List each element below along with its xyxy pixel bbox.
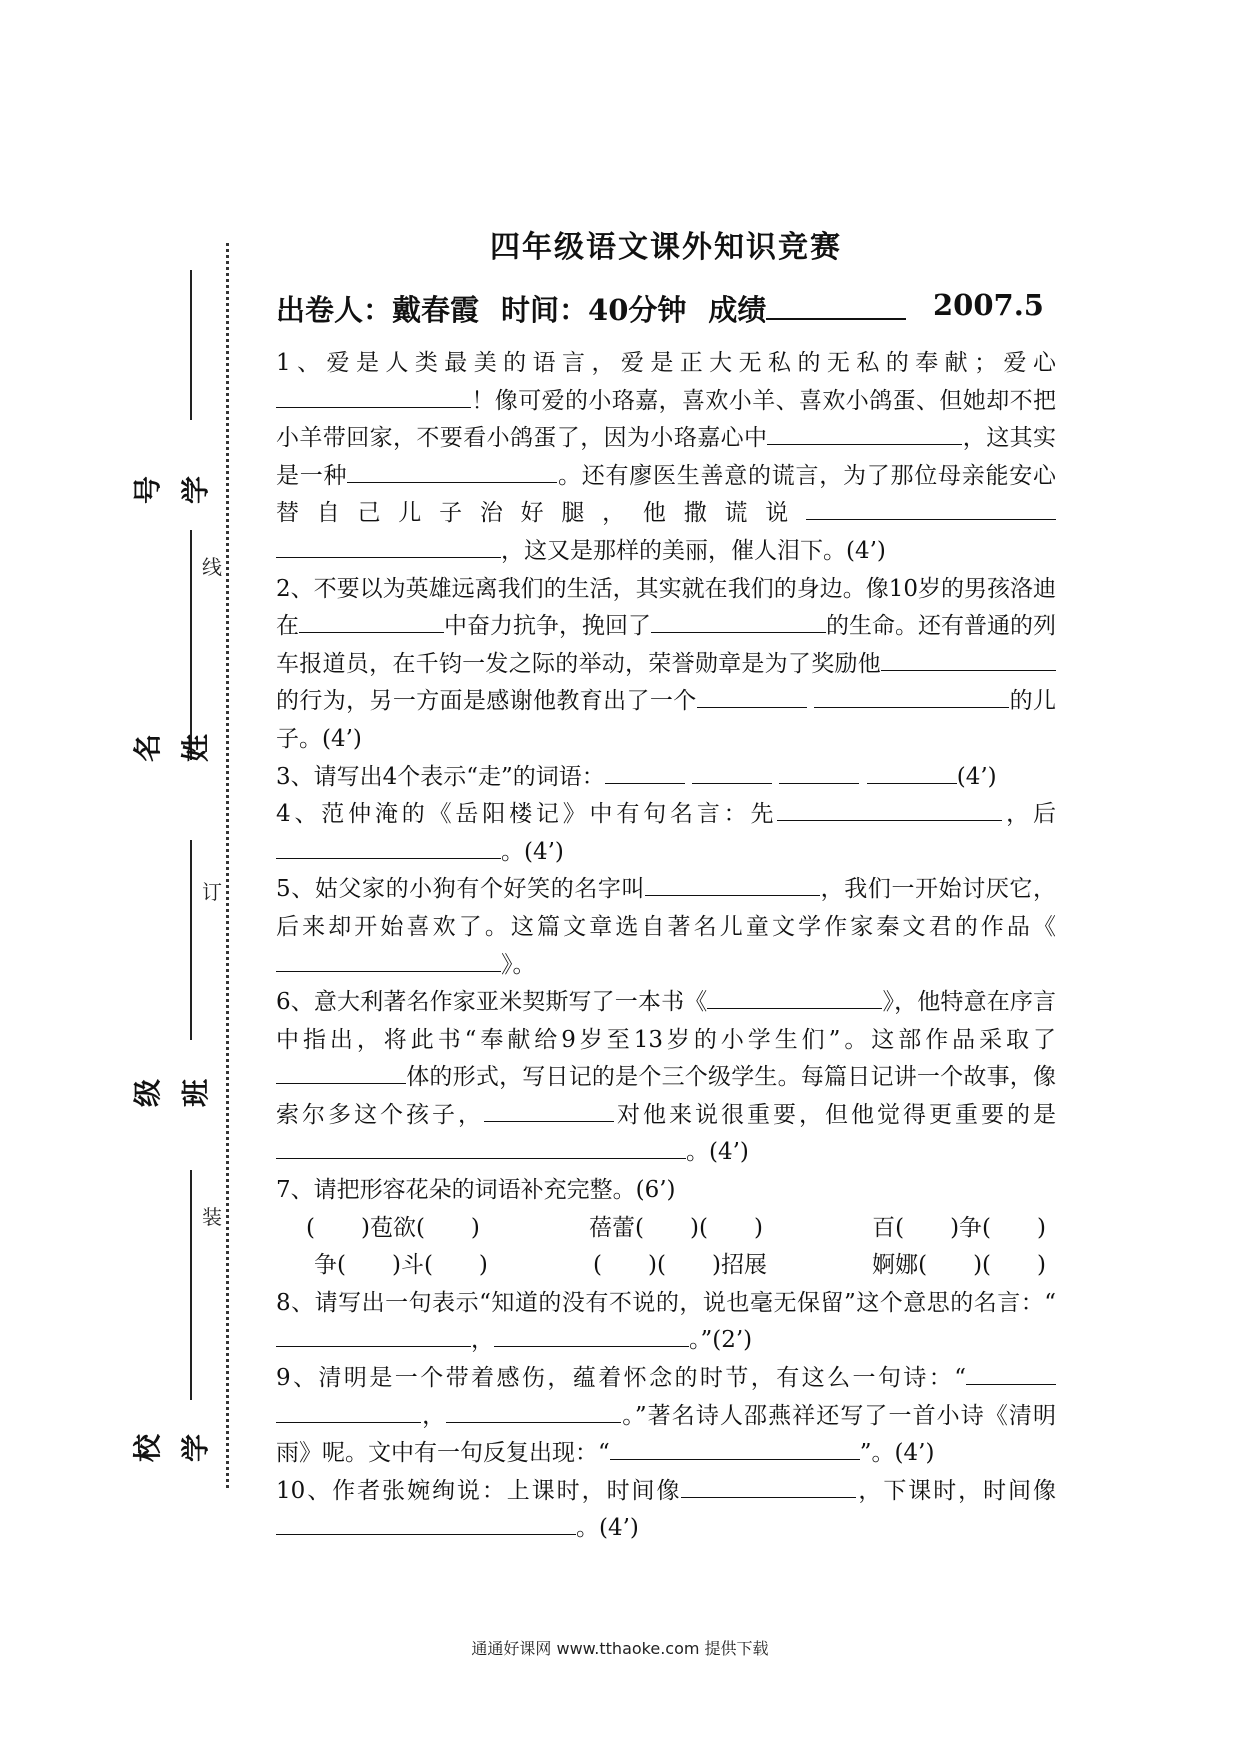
q9-blank-1b[interactable] [276,1404,421,1423]
name-field[interactable] [131,700,212,820]
q1-blank-2[interactable] [767,426,962,445]
question-6: 6、意大利著名作家亚米契斯写了一本书《 》，他特意在序言中指出，将此书“奉献给9岁至13岁的小学生们”。这部作品采取了体的形式，写日记的是个三个级学生。每篇日记讲一个故事，像索尔多这个孩子， 对他来说很重要，但他觉得更重要的是。(4’) [276,989,1057,1166]
question-1: 1、爱是人类最美的语言，爱是正大无私的无私的奉献；爱心 ！像可爱的小珞嘉，喜欢小羊、喜欢小鸽蛋、但她却不把小羊带回家，不要看小鸽蛋了，因为小珞嘉心中 ，这其实是一种 。还有廖医生善意的谎言，为了那位母亲能安心替自己儿子治好腿，他撒谎说 ，这又是那样的美丽，催人泪下。(4’) [276,350,1057,564]
student-id-field[interactable] [131,270,212,570]
q2-blank-2[interactable] [651,614,826,633]
student-id-label: 号 学 [131,476,212,505]
exam-date: 2007.5 [933,288,1044,322]
q6-blank-1[interactable] [707,990,882,1009]
q7-idiom-2[interactable]: 蓓蕾( )( ) [589,1214,763,1241]
q7-idiom-1[interactable]: ( )苞欲( ) [306,1214,480,1241]
question-7: 7、请把形容花朵的词语补充完整。(6’) [276,1177,676,1204]
name-field-line [160,840,200,1040]
exam-author: 出卷人：戴春霞 [276,293,480,327]
q3-blank-3[interactable] [779,765,859,784]
class-field-line [160,1170,200,1400]
q3-blank-1[interactable] [605,765,685,784]
page-footer: 通通好课网 www.tthaoke.com 提供下载 [471,1639,769,1658]
q7-idiom-5[interactable]: ( )( )招展 [593,1252,767,1279]
binding-mark-xian: 线 [202,555,222,579]
binding-mark-zhuang: 装 [202,1205,222,1229]
q1-blank-3[interactable] [347,464,557,483]
q6-blank-3[interactable] [484,1103,614,1122]
binding-mark-ding: 订 [202,880,222,904]
exam-time: 时间：40分钟 [501,293,687,327]
q8-blank-1[interactable] [276,1328,471,1347]
binding-dotted-line [226,243,229,1488]
q7-idiom-row-2 [276,1247,1056,1285]
q6-blank-4[interactable] [276,1140,686,1159]
question-3: 3、请写出4个表示“走”的词语： (4’) [276,763,997,790]
q9-blank-3[interactable] [610,1441,860,1460]
question-4: 4、范仲淹的《岳阳楼记》中有句名言：先 ，后 。(4’) [276,801,1056,865]
q2-blank-1[interactable] [299,614,444,633]
q7-idiom-6[interactable]: 婀娜( )( ) [872,1252,1046,1279]
q9-blank-1a[interactable] [966,1366,1056,1385]
q6-blank-2[interactable] [276,1065,406,1084]
name-label: 名 姓 [131,734,212,763]
question-8: 8、请写出一句表示“知道的没有不说的，说也毫无保留”这个意思的名言：“， 。”(2’) [276,1289,1056,1354]
questions [276,345,1056,1548]
q10-blank-2[interactable] [276,1516,576,1535]
school-field[interactable] [131,1400,212,1510]
q2-blank-4a[interactable] [697,689,807,708]
question-9: 9、清明是一个带着感伤，蕴着怀念的时节，有这么一句诗：“ ， 。”著名诗人邵燕祥还写了一首小诗《清明雨》呢。文中有一句反复出现：“ ”。(4’) [276,1365,1056,1467]
score-label: 成绩 [708,293,767,327]
binding-strip [0,0,260,1754]
q2-blank-3[interactable] [881,652,1056,671]
q7-idiom-3[interactable]: 百( )争( ) [872,1214,1046,1241]
q4-blank-2[interactable] [276,840,501,859]
q7-idiom-4[interactable]: 争( )斗( ) [314,1252,488,1279]
class-field[interactable] [131,1045,212,1155]
q10-blank-1[interactable] [681,1479,856,1498]
q5-blank-1[interactable] [645,877,820,896]
q3-blank-4[interactable] [867,765,957,784]
question-5: 5、姑父家的小狗有个好笑的名字叫 ，我们一开始讨厌它，后来却开始喜欢了。这篇文章选自著名儿童文学作家秦文君的作品《》。 [276,876,1057,978]
q3-blank-2[interactable] [692,765,772,784]
q2-blank-4b[interactable] [814,689,1009,708]
exam-title: 四年级语文课外知识竞赛 [490,230,842,265]
q1-blank-4a[interactable] [806,501,1056,520]
q5-blank-2[interactable] [276,953,501,972]
q9-blank-2[interactable] [446,1404,621,1423]
q8-blank-2[interactable] [494,1328,689,1347]
class-label: 级 班 [131,1079,212,1108]
exam-info-line [276,288,1056,329]
student-id-line [190,270,192,420]
question-2: 2、不要以为英雄远离我们的生活，其实就在我们的身边。像10岁的男孩洛迪在 中奋力抗争，挽回了 的生命。还有普通的列车报道员，在千钧一发之际的举动，荣誉勋章是为了奖励他的行为，另一方面是感谢他教育出了一个 的儿子。(4’) [276,575,1057,752]
score-blank[interactable] [766,292,906,320]
school-label: 校 学 [131,1434,212,1463]
q4-blank-1[interactable] [777,802,1002,821]
q1-blank-4b[interactable] [276,539,501,558]
q1-blank-1[interactable] [276,389,471,408]
q7-idiom-row-1 [276,1210,1056,1248]
question-10: 10、作者张婉绚说：上课时，时间像 ，下课时，时间像 。(4’) [276,1477,1056,1542]
